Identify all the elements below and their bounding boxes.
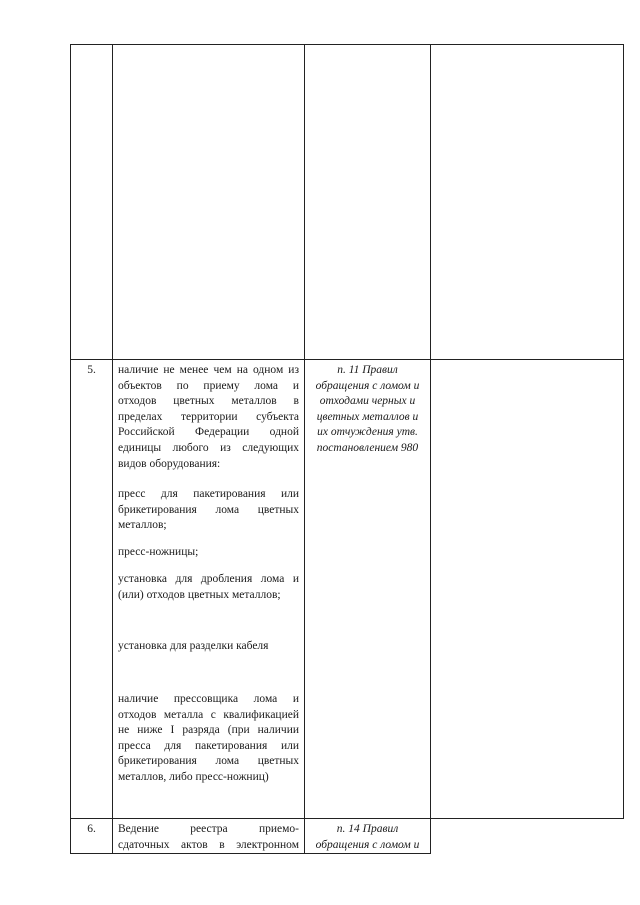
reference-line: их отчуждения утв.	[317, 426, 418, 439]
column-divider	[112, 44, 113, 854]
reference-line: п. 14 Правил	[336, 823, 399, 835]
text-line: пресса для пакетирования или	[118, 739, 299, 752]
requirement-description	[118, 822, 299, 853]
row-number: 6.	[87, 823, 96, 835]
text-line: пресс-ножницы;	[118, 546, 199, 558]
reference-line: п. 11 Правил	[337, 364, 398, 376]
column-divider	[430, 44, 431, 854]
text-line: не ниже I разряда (при наличии	[118, 724, 299, 737]
text-line: брикетирования лома цветных	[118, 503, 299, 516]
row-divider	[70, 359, 623, 360]
requirement-description	[118, 545, 299, 561]
legal-reference	[305, 822, 430, 853]
table-left-border	[70, 44, 71, 854]
requirement-description	[118, 639, 299, 655]
legal-reference	[305, 363, 430, 457]
text-line: Ведение реестра приемо-	[118, 823, 299, 835]
text-line: отходов металла с квалификацией	[118, 708, 299, 721]
text-line: установка для разделки кабеля	[118, 640, 269, 652]
paragraph	[118, 572, 299, 603]
requirement-description	[118, 692, 299, 786]
reference-line: отходами черных и	[319, 395, 416, 408]
requirement-description	[118, 363, 299, 472]
text-line: металлов;	[118, 519, 167, 532]
text-line: наличие не менее чем на одном из	[118, 364, 299, 376]
text-line: наличие прессовщика лома и	[118, 693, 299, 705]
text-line: металлов, либо пресс-ножниц)	[118, 770, 269, 783]
text-line: отходов цветных металлов в	[118, 395, 299, 408]
text-line: пресс для пакетирования или	[118, 488, 299, 500]
text-line: (или) отходов цветных металлов;	[118, 588, 281, 601]
text-line: установка для дробления лома и	[118, 573, 299, 585]
table-right-border	[623, 44, 624, 819]
text-line: объектов по приему лома и	[118, 379, 299, 392]
row-divider	[70, 818, 623, 819]
paragraph	[118, 822, 299, 853]
reference-line: цветных металлов и	[316, 410, 419, 423]
text-line: пределах территории субъекта	[118, 410, 299, 423]
requirement-description	[118, 572, 299, 603]
requirement-description	[118, 487, 299, 534]
reference-line: обращения с ломом и	[315, 838, 420, 851]
text-line: брикетирования лома цветных	[118, 755, 299, 768]
table-top-border	[70, 44, 623, 45]
text-line: единицы любого из следующих	[118, 441, 299, 454]
text-line: сдаточных актов в электронном	[118, 838, 299, 851]
reference-line: постановлением 980	[316, 441, 419, 454]
row-number: 5.	[87, 364, 96, 376]
paragraph	[118, 692, 299, 786]
paragraph	[118, 363, 299, 472]
paragraph	[118, 487, 299, 534]
text-line: видов оборудования:	[118, 457, 221, 470]
reference-line: обращения с ломом и	[315, 379, 420, 392]
text-line: Российской Федерации одной	[118, 426, 299, 439]
